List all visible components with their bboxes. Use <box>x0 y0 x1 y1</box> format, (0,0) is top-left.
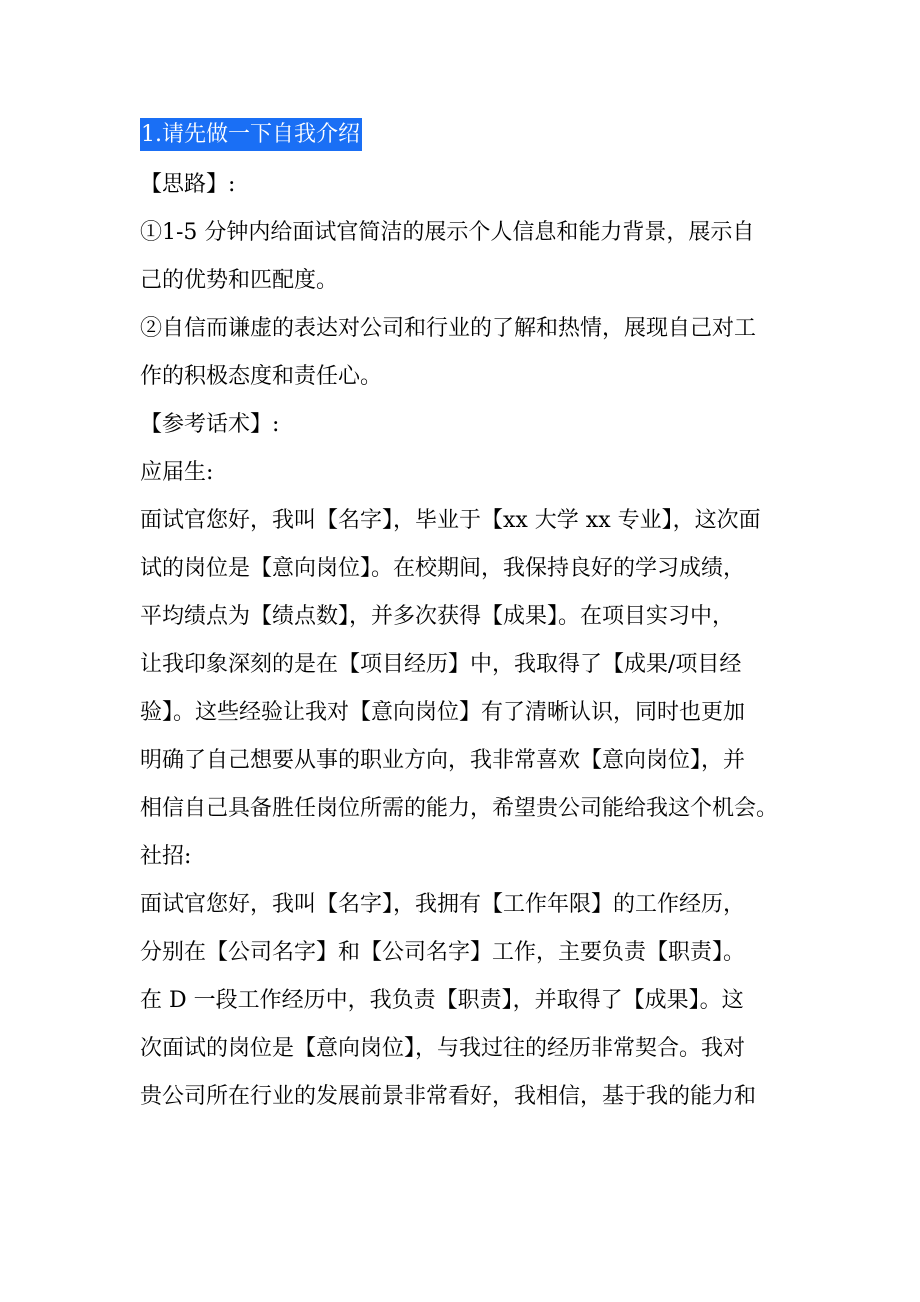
text-line: 让我印象深刻的是在【项目经历】中，我取得了【成果/项目经 <box>140 652 742 677</box>
text-line: 明确了自己想要从事的职业方向，我非常喜欢【意向岗位】，并 <box>140 748 746 773</box>
text-line-graduate-label: 应届生: <box>140 460 214 485</box>
text-line: 相信自己具备胜任岗位所需的能力，希望贵公司能给我这个机会。 <box>140 796 779 821</box>
section-heading-highlighted: 1.请先做一下自我介绍 <box>140 118 362 151</box>
text-line: 贵公司所在行业的发展前景非常看好，我相信，基于我的能力和 <box>140 1084 757 1109</box>
text-line-social-hire-label: 社招: <box>140 844 192 869</box>
text-line: 面试官您好，我叫【名字】，毕业于【xx 大学 xx 专业】，这次面 <box>140 508 761 533</box>
text-line: ②自信而谦虚的表达对公司和行业的了解和热情，展现自己对工 <box>140 316 757 341</box>
text-line-thinking-label: 【思路】: <box>140 172 236 197</box>
text-line: 面试官您好，我叫【名字】，我拥有【工作年限】的工作经历， <box>140 892 746 917</box>
text-line: ①1-5 分钟内给面试官简洁的展示个人信息和能力背景，展示自 <box>140 220 755 245</box>
text-line: 试的岗位是【意向岗位】。在校期间，我保持良好的学习成绩， <box>140 556 746 581</box>
text-line: 在 D 一段工作经历中，我负责【职责】，并取得了【成果】。这 <box>140 988 744 1013</box>
text-line: 验】。这些经验让我对【意向岗位】有了清晰认识，同时也更加 <box>140 700 746 725</box>
text-line: 次面试的岗位是【意向岗位】，与我过往的经历非常契合。我对 <box>140 1036 746 1061</box>
text-line: 作的积极态度和责任心。 <box>140 364 383 389</box>
text-line: 分别在【公司名字】和【公司名字】工作，主要负责【职责】。 <box>140 940 746 965</box>
text-line: 己的优势和匹配度。 <box>140 268 339 293</box>
text-line-reference-script-label: 【参考话术】: <box>140 412 280 437</box>
text-line: 平均绩点为【绩点数】，并多次获得【成果】。在项目实习中， <box>140 604 735 629</box>
